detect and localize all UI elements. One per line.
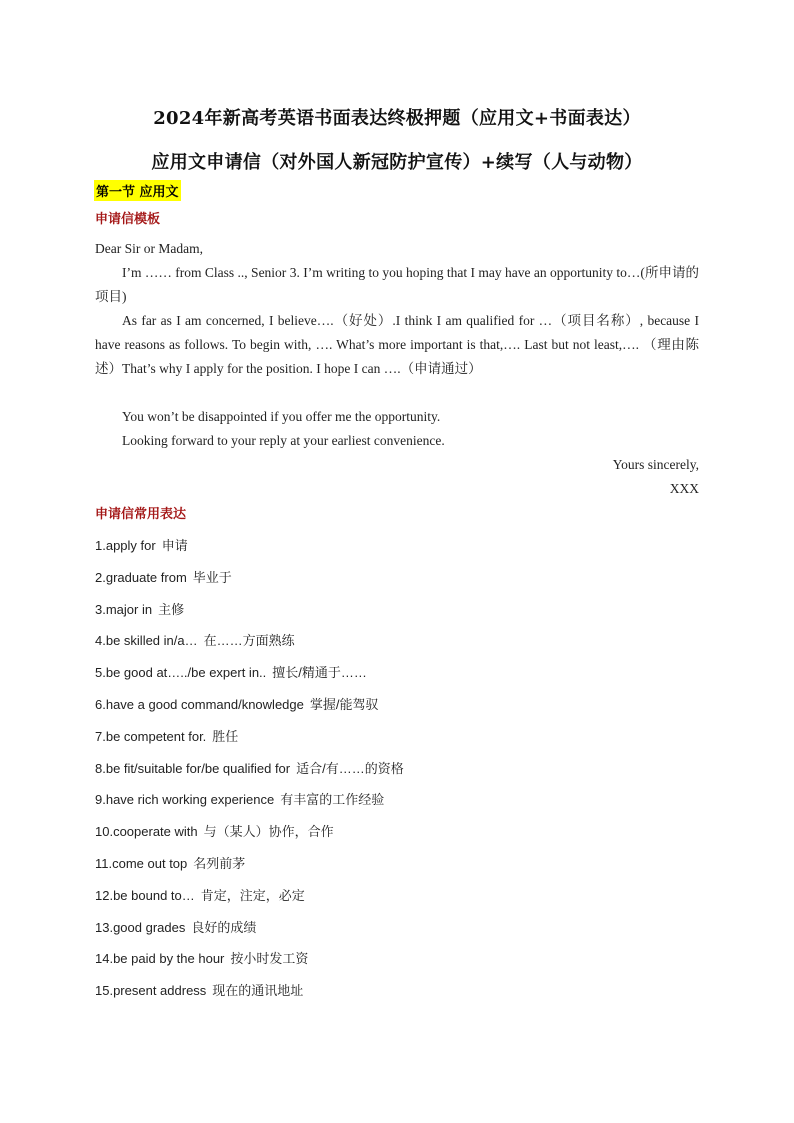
- expression-chinese: 与（某人）协作，合作: [203, 824, 334, 840]
- letter-paragraph-1: I’m …… from Class .., Senior 3. I’m writing to you hoping that I may have an opportunity to…(所申请的项目): [95, 265, 699, 304]
- main-title: 2024年新高考英语书面表达终极押题（应用文+书面表达）: [153, 108, 641, 129]
- expression-chinese: 主修: [158, 601, 185, 617]
- expression-item: [95, 948, 699, 967]
- expression-item: [95, 917, 699, 936]
- expression-english: 9.have rich working experience: [95, 792, 275, 808]
- expression-english: 3.major in: [95, 601, 153, 617]
- expression-english: 8.be fit/suitable for/be qualified for: [95, 760, 291, 776]
- expression-chinese: 有丰富的工作经验: [280, 792, 385, 808]
- expression-item: [95, 980, 699, 999]
- expression-english: 5.be good at…../be expert in..: [95, 665, 267, 681]
- expression-english: 10.cooperate with: [95, 824, 198, 840]
- letter-signature: XXX: [669, 481, 699, 496]
- letter-paragraph-2: As far as I am concerned, I believe….（好处）.I think I am qualified for …（项目名称）, because I have reasons as follows. To begin with, …. What’s more important is that,…. Last but not least,…. （理由陈述）That’s why I apply for the position. I hope I can ….（申请通过）: [95, 313, 699, 376]
- expression-item: [95, 885, 699, 904]
- expression-chinese: 毕业于: [192, 569, 232, 585]
- expression-chinese: 申请: [161, 538, 188, 553]
- expression-chinese: 良好的成绩: [191, 919, 257, 935]
- expression-chinese: 按小时发工资: [230, 951, 309, 967]
- expression-english: 11.come out top: [95, 856, 188, 871]
- expression-chinese: 名列前茅: [193, 856, 246, 871]
- expression-english: 6.have a good command/knowledge: [95, 697, 304, 712]
- expression-chinese: 胜任: [212, 728, 239, 744]
- expression-english: 1.apply for: [95, 538, 156, 553]
- letter-closing: Yours sincerely,: [612, 457, 699, 472]
- expression-item: [95, 567, 699, 586]
- expression-chinese: 适合/有……的资格: [296, 760, 404, 776]
- sub-title: 应用文申请信（对外国人新冠防护宣传）+续写（人与动物）: [151, 152, 643, 173]
- letter-paragraph-3: You won’t be disappointed if you offer me the opportunity.: [122, 409, 441, 424]
- letter-paragraph-4: Looking forward to your reply at your earliest convenience.: [122, 433, 445, 448]
- expression-english: 14.be paid by the hour: [95, 951, 225, 967]
- expression-english: 2.graduate from: [95, 569, 187, 585]
- letter-salutation: Dear Sir or Madam,: [95, 241, 203, 256]
- expression-item: [95, 821, 699, 840]
- expression-item: [95, 726, 699, 745]
- expression-item: [95, 853, 699, 872]
- expression-item: [95, 758, 699, 777]
- expression-english: 7.be competent for.: [95, 728, 207, 744]
- expression-item: [95, 630, 699, 649]
- expression-english: 12.be bound to…: [95, 887, 195, 903]
- expression-english: 13.good grades: [95, 919, 186, 935]
- expression-chinese: 掌握/能驾驭: [309, 697, 379, 712]
- expression-item: [95, 535, 699, 554]
- expression-chinese: 现在的通讯地址: [212, 983, 304, 999]
- expression-chinese: 肯定，注定，必定: [200, 887, 305, 903]
- expression-item: [95, 789, 699, 808]
- expression-chinese: 在……方面熟练: [203, 633, 295, 649]
- section-label: 第一节 应用文: [94, 180, 181, 201]
- expression-english: 4.be skilled in/a…: [95, 633, 198, 649]
- template-heading: 申请信模板: [95, 212, 161, 227]
- expression-english: 15.present address: [95, 983, 207, 999]
- expression-item: [95, 694, 699, 713]
- expression-item: [95, 599, 699, 618]
- expression-item: [95, 662, 699, 681]
- expression-chinese: 擅长/精通于……: [272, 665, 367, 681]
- expressions-heading: 申请信常用表达: [95, 507, 187, 522]
